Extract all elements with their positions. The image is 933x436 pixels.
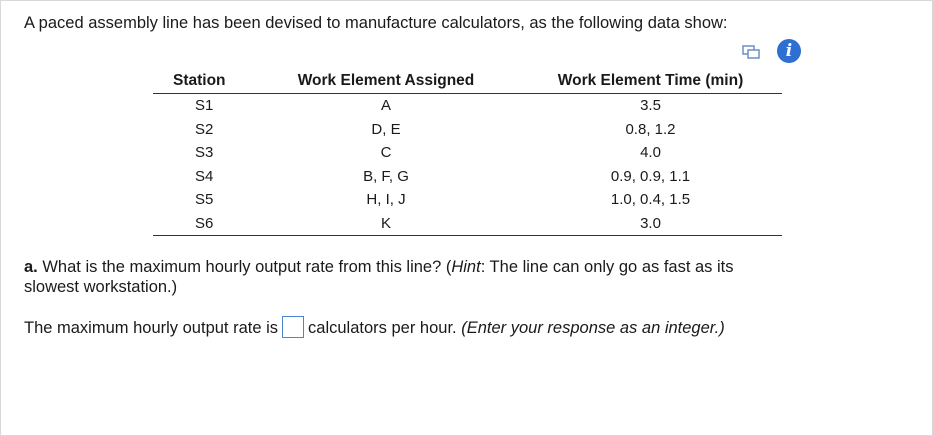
- copy-table-icon[interactable]: [742, 45, 760, 59]
- element-cell: B, F, G: [363, 167, 409, 185]
- time-cell: 3.5: [640, 97, 661, 115]
- header-work-element-time: Work Element Time (min): [519, 68, 782, 94]
- time-cell: 3.0: [519, 212, 782, 236]
- station-cell: S3: [195, 144, 214, 162]
- intro-text: A paced assembly line has been devised to manufacture calculators, as the following data show:: [24, 14, 728, 32]
- time-cell: 1.0, 0.4, 1.5: [610, 191, 691, 209]
- table-row: [153, 212, 782, 236]
- time-cell: 0.8, 1.2: [625, 120, 676, 138]
- info-icon[interactable]: i: [777, 39, 801, 63]
- station-cell: S2: [195, 120, 214, 138]
- question-a: [24, 257, 784, 297]
- table-row: [153, 165, 782, 189]
- table-header-row: [153, 68, 782, 94]
- station-cell: S4: [195, 167, 214, 185]
- station-cell: S6: [153, 212, 253, 236]
- header-station: Station: [153, 68, 253, 94]
- question-label: a.: [24, 258, 38, 276]
- hint-word: Hint: [451, 258, 481, 276]
- data-table: [153, 68, 782, 236]
- table-row: [153, 188, 782, 212]
- station-cell: S5: [195, 191, 214, 209]
- element-cell: K: [253, 212, 519, 236]
- time-cell: 4.0: [640, 144, 661, 162]
- question-text-end: : The line can only go as fast as its slowest workstation.): [24, 258, 734, 296]
- question-text-start: What is the maximum hourly output rate from this line? (: [37, 258, 452, 276]
- header-work-element: Work Element Assigned: [253, 68, 519, 94]
- element-cell: A: [380, 97, 391, 115]
- element-cell: H, I, J: [366, 191, 406, 209]
- table-row: [153, 94, 782, 118]
- answer-instruction: (Enter your response as an integer.): [461, 319, 725, 337]
- answer-line: [24, 316, 725, 340]
- element-cell: D, E: [371, 120, 401, 138]
- answer-input[interactable]: [282, 316, 304, 338]
- element-cell: C: [380, 144, 392, 162]
- station-cell: S1: [195, 97, 214, 115]
- answer-prefix: The maximum hourly output rate is: [24, 319, 279, 337]
- table-row: [153, 141, 782, 165]
- answer-suffix: calculators per hour.: [308, 319, 457, 337]
- table-row: [153, 118, 782, 142]
- time-cell: 0.9, 0.9, 1.1: [610, 167, 691, 185]
